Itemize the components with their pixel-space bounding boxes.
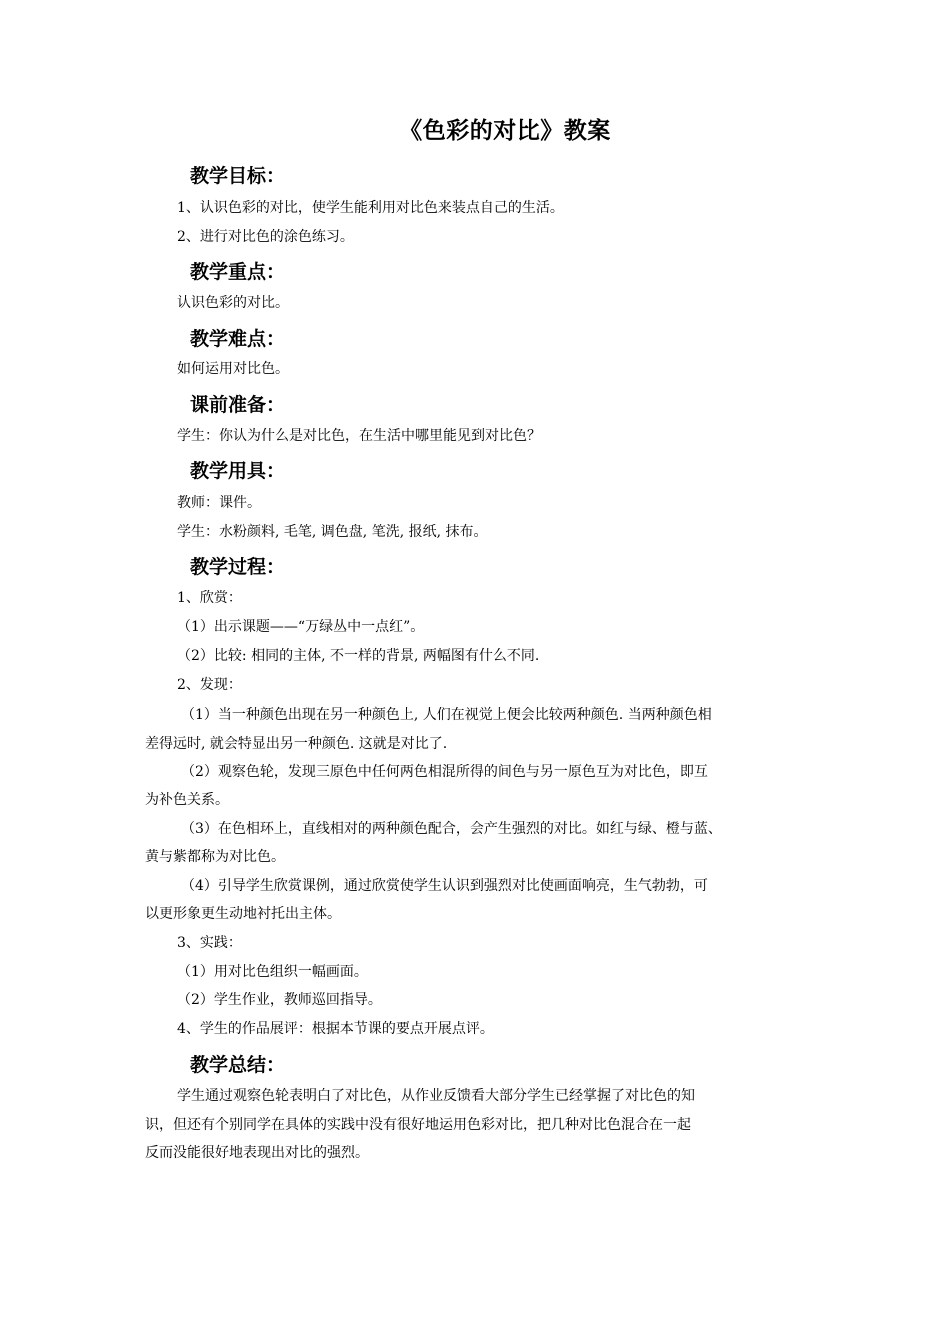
key-point-line: 认识色彩的对比。 (177, 295, 289, 311)
tools-line: 学生：水粉颜料, 毛笔, 调色盘, 笔洗, 报纸, 抹布。 (177, 524, 488, 540)
preparation-line: 学生：你认为什么是对比色，在生活中哪里能见到对比色？ (177, 428, 541, 444)
objective-line: 1、认识色彩的对比，使学生能利用对比色来装点自己的生活。 (177, 200, 564, 216)
objective-line: 2、进行对比色的涂色练习。 (177, 229, 354, 245)
process-line: （2）观察色轮，发现三原色中任何两色相混所得的间色与另一原色互为对比色，即互 (181, 764, 708, 780)
heading-tools: 教学用具： (190, 460, 286, 482)
process-line: 4、学生的作品展评：根据本节课的要点开展点评。 (177, 1021, 494, 1037)
heading-summary: 教学总结： (190, 1054, 286, 1076)
process-line: （2）比较: 相同的主体, 不一样的背景, 两幅图有什么不同. (177, 648, 540, 664)
document-title: 《色彩的对比》教案 (399, 118, 611, 144)
process-line: 黄与紫都称为对比色。 (145, 849, 285, 865)
process-line: （1）出示课题——“万绿丛中一点红”。 (177, 619, 425, 635)
process-line: （1）当一种颜色出现在另一种颜色上, 人们在视觉上便会比较两种颜色. 当两种颜色相 (181, 707, 712, 723)
process-line: 为补色关系。 (145, 792, 229, 808)
process-line: 1、欣赏： (177, 590, 242, 606)
process-line: （3）在色相环上，直线相对的两种颜色配合，会产生强烈的对比。如红与绿、橙与蓝、 (181, 821, 722, 837)
process-line: （2）学生作业，教师巡回指导。 (177, 992, 382, 1008)
process-line: （4）引导学生欣赏课例，通过欣赏使学生认识到强烈对比使画面响亮，生气勃勃，可 (181, 878, 708, 894)
heading-preparation: 课前准备： (190, 394, 286, 416)
process-line: 以更形象更生动地衬托出主体。 (145, 906, 341, 922)
heading-process: 教学过程： (190, 556, 286, 578)
summary-line: 识，但还有个别同学在具体的实践中没有很好地运用色彩对比，把几种对比色混合在一起 (145, 1117, 691, 1133)
summary-line: 学生通过观察色轮表明白了对比色，从作业反馈看大部分学生已经掌握了对比色的知 (177, 1088, 695, 1104)
tools-line: 教师：课件。 (177, 495, 261, 511)
process-line: （1）用对比色组织一幅画面。 (177, 964, 368, 980)
process-line: 3、实践： (177, 935, 242, 951)
process-line: 差得远时, 就会特显出另一种颜色. 这就是对比了. (145, 736, 448, 752)
heading-key-points: 教学重点： (190, 261, 286, 283)
heading-objectives: 教学目标： (190, 165, 286, 187)
heading-difficulties: 教学难点： (190, 328, 286, 350)
process-line: 2、发现： (177, 677, 242, 693)
difficulty-line: 如何运用对比色。 (177, 361, 289, 377)
summary-line: 反而没能很好地表现出对比的强烈。 (145, 1145, 369, 1161)
